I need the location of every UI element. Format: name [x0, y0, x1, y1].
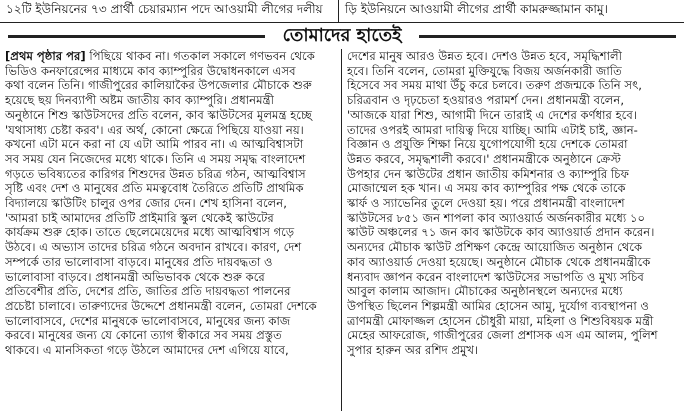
- text-line: স্কাউটসের ৮৫১ জন শাপলা কাব অ্যাওয়ার্ড অর্জনকারীর মধ্যে ১০: [347, 210, 646, 225]
- text-line: মোজাম্মেল হক খান। এ সময় কাব ক্যাম্পুরির পক্ষ থেকে তাকে: [347, 181, 626, 196]
- text-line: প্রতিবেশীর প্রতি, দেশের প্রতি, জাতির প্রতি দায়বদ্ধতা পালনের: [5, 284, 291, 299]
- text-line: সম্পর্কে তার ভালোবাসা বাড়বে। মানুষের প্রতি দায়বদ্ধতা ও: [5, 254, 273, 269]
- text-line: হিসেবে সব সময় মাথা উঁচু করে চলবে। তরুণ প্রজন্মকে তিনি সৎ,: [347, 78, 642, 93]
- headline-bar-right: [419, 35, 676, 38]
- text-line: 'যথাসাধ্য চেষ্টা করব'। এর অর্থ, কোনো ক্ষেত্রে পিছিয়ে যাওয়া নয়।: [5, 122, 304, 137]
- text-line: কখনো এটা মনে করা না যে এটা আমি পারব না। এ আত্মবিশ্বাসটা: [5, 137, 304, 152]
- text-line: [5, 49, 336, 64]
- text-line: চরিত্রবান ও দৃঢ়চেতা হওয়ারও পরামর্শ দেন। প্রধানমন্ত্রী বলেন,: [347, 93, 625, 108]
- text-line: উন্নত করবে, সমৃদ্ধশালী করবে।' প্রধানমন্ত্রীকে অনুষ্ঠানে ক্রেস্ট: [347, 151, 621, 166]
- top-left-text: ১২টি ইউনিয়নের ৭৩ প্রার্থী চেয়ারম্যান পদে আওয়ামী লীগের দলীয়: [6, 2, 323, 16]
- article-column-right: [341, 49, 682, 411]
- text-line: বিদ্যালয়ে স্কাউটিং চালুর ওপর জোর দেন। শেখ হাসিনা বলেন,: [5, 196, 287, 211]
- top-right-text: ড়ি ইউনিয়নে আওয়ামী লীগের প্রার্থী কামরুজ্জামান কামু।: [345, 2, 608, 16]
- text-line: 'আজকে যারা শিশু, আগামী দিনে তারাই এ দেশের কর্ণধার হবে।: [347, 107, 637, 122]
- text-line: থাকবে। এ মানসিকতা গড়ে উঠলে আমাদের দেশ এগিয়ে যাবে,: [5, 343, 289, 358]
- text-line: কার্যক্রম শুরু হোক। তাতে ছেলেমেয়েদের মধ্যে আত্মবিশ্বাস গড়ে: [5, 225, 295, 240]
- previous-article-tail: [0, 0, 684, 22]
- text-line: অন্যদের মৌচাক স্কাউট প্রশিক্ষণ কেন্দ্রে আয়োজিত অনুষ্ঠান থেকে: [347, 240, 643, 255]
- continuation-tag: [প্রথম পৃষ্ঠার পর]: [5, 49, 86, 63]
- text-line: ধন্যবাদ জ্ঞাপন করেন বাংলাদেশ স্কাউটসের সভাপতি ও মুখ্য সচিব: [347, 269, 644, 284]
- text-line: আবুল কালাম আজাদ। মৌচাকের অনুষ্ঠানস্থলে অন্যদের মধ্যে: [347, 284, 623, 299]
- text-line: স্কাউট অঞ্চলের ৭১ জন কাব স্কাউটকে কাব অ্যাওয়ার্ড প্রদান করেন।: [347, 225, 655, 240]
- text-line: উপস্থিত ছিলেন শিল্পমন্ত্রী আমির হোসেন আমু, দুর্যোগ ব্যবস্থাপনা ও: [347, 298, 649, 313]
- text-line: গড়তে ভবিষ্যতের কারিগর শিশুদের উন্নত চরিত্র গঠন, আত্মবিশ্বাস: [5, 166, 306, 181]
- text-line: স্কার্ফ ও স্যাভেনির তুলে দেওয়া হয়। পরে প্রধানমন্ত্রী বাংলাদেশ: [347, 196, 625, 211]
- text-line: করবে। মানুষের জন্য যে কোনো ত্যাগ স্বীকারে সব সময় প্রস্তুত: [5, 328, 282, 343]
- text-line: কথা বলেন তিনি। গাজীপুরের কালিয়াকৈর উপজেলার মৌচাকে শুরু: [5, 78, 312, 93]
- text-line: তাদের ওপরই আমরা দায়িত্ব দিয়ে যাচ্ছি। আমি এটাই চাই, জ্ঞান-: [347, 122, 638, 137]
- text-line: অনুষ্ঠানে শিশু স্কাউটসদের প্রতি বলেন, কাব স্কাউটসের মূলমন্ত্র হচ্ছে: [5, 107, 312, 122]
- text-line-content: পিছিয়ে থাকব না। গতকাল সকালে গণভবন থেকে: [85, 49, 315, 63]
- headline-bar-left: [8, 35, 265, 38]
- text-line: হবে। তিনি বলেন, তোমরা মুক্তিযুদ্ধে বিজয় অর্জনকারী জাতি: [347, 63, 622, 78]
- text-line: ভালোবাসবে, দেশের মানুষকে ভালোবাসবে, মানুষের জন্য কাজ: [5, 313, 291, 328]
- text-line: প্রচেষ্টা চালাবে। তারুণ্যদের উদ্দেশে প্রধানমন্ত্রী বলেন, তোমরা দেশকে: [5, 298, 317, 313]
- article-body: [0, 49, 684, 411]
- text-line: সৃষ্টি এবং দেশ ও মানুষের প্রতি মমত্ববোধ তৈরিতে প্রতিটি প্রাথমিক: [5, 181, 304, 196]
- text-line: ত্রাণমন্ত্রী মোফাজ্জল হোসেন চৌধুরী মায়া, মহিলা ও শিশুবিষয়ক মন্ত্রী: [347, 313, 654, 328]
- text-line: দেশের মানুষ আরও উন্নত হবে। দেশও উন্নত হবে, সমৃদ্ধিশালী: [347, 49, 622, 63]
- text-line: মেহের আফরোজ, গাজীপুরের জেলা প্রশাসক এস এম আলম, পুলিশ: [347, 328, 658, 343]
- text-line: ভালোবাসা বাড়বে। প্রধানমন্ত্রী অভিভাবক থেকে শুরু করে: [5, 269, 265, 284]
- text-line: 'আমরা চাই আমাদের প্রতিটি প্রাইমারি স্কুল থেকেই স্কাউটের: [5, 210, 274, 225]
- text-line: কাব অ্যাওয়ার্ড দেওয়া হয়েছে। অনুষ্ঠানে মৌচাক থেকে প্রধানমন্ত্রীকে: [347, 254, 651, 269]
- headline-title: তোমাদের হাতেই: [282, 24, 402, 46]
- text-line: ভিডিও কনফারেন্সের মাধ্যমে কাব ক্যাম্পুরির উদ্বোধনকালে এসব: [5, 63, 296, 78]
- text-line: সুপার হারুন অর রশিদ প্রমুখ।: [347, 343, 479, 358]
- article-headline: [0, 25, 684, 47]
- text-line: উঠবে। এ অভ্যাস তাদের চরিত্র গঠনে অবদান রাখবে। কারণ, দেশ: [5, 240, 302, 255]
- text-line: উপহার দেন স্কাউটের প্রধান জাতীয় কমিশনার ও ক্যাম্পুরি চিফ: [347, 166, 629, 181]
- text-line: সব সময় যেন নিজেদের মধ্যে থাকে। তিনি এ সময় সমৃদ্ধ বাংলাদেশ: [5, 151, 306, 166]
- text-line: হয়েছে ছয় দিনব্যাপী অষ্টম জাতীয় কাব ক্যাম্পুরি। প্রধানমন্ত্রী: [5, 93, 274, 108]
- article-column-left: [0, 49, 341, 411]
- text-line: বিজ্ঞান ও প্রযুক্তি শিক্ষা নিয়ে যুগোপযোগী হয়ে দেশকে তোমরা: [347, 137, 628, 152]
